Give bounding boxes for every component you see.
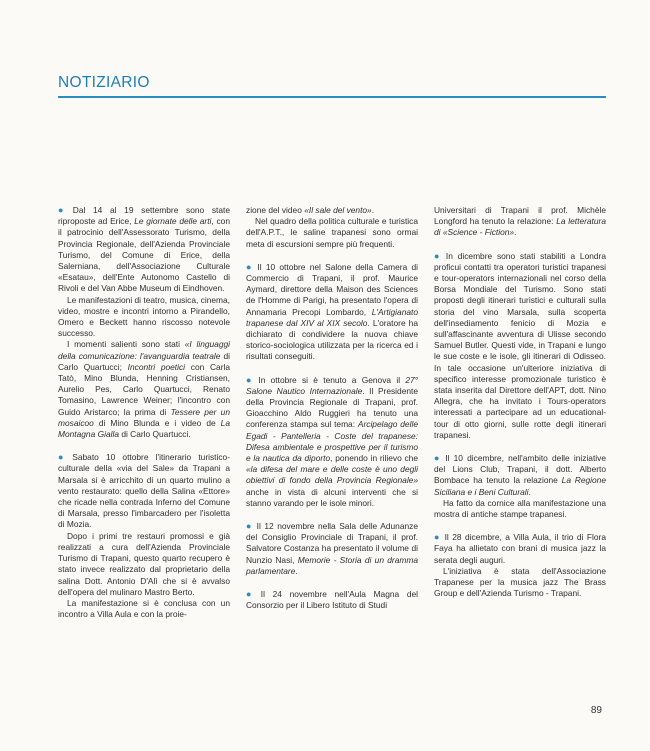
news-item-24-novembre — [246, 589, 418, 611]
text-run: . — [514, 227, 517, 238]
paragraph — [58, 295, 230, 340]
page-title: NOTIZIARIO — [58, 74, 150, 91]
text-run: Il 12 novembre nella Sala delle Adunanze del Consiglio Provinciale di Trapani, il prof. Salvatore Costanza ha presentato il volume di Nunzio Nasi, — [246, 521, 419, 565]
bullet-dot-icon: ● — [434, 250, 442, 261]
text-run: Nel quadro della politica culturale e turistica dell'A.P.T., le saline trapanesi sono ormai meta di escursioni sempre più frequenti. — [246, 216, 418, 249]
bullet-dot-icon: ● — [246, 261, 254, 272]
italic-text: 27° Salone Nautico Internazionale — [246, 374, 418, 396]
news-item-londra — [434, 251, 606, 441]
text-run: In ottobre si è tenuto a Genova il — [258, 374, 406, 385]
news-item-villa-aula — [434, 532, 606, 566]
text-run: Il 10 ottobre nel Salone della Camera di Commercio di Trapani, il prof. Maurice Aymard, direttore della Maison des Sciences de l'Homme di Parigi, ha presentato l'opera di Annamaria Precopi Lombardo, — [246, 261, 419, 317]
bullet-dot-icon: ● — [246, 589, 257, 600]
text-run: Universitari di Trapani il prof. Michèle Longford ha tenuto la relazione: — [434, 205, 606, 227]
italic-text: Le giornate delle arti — [134, 216, 212, 227]
text-run: Le manifestazioni di teatro, musica, cinema, video, mostre e incontri intorno a Pirandello, Omero e Beckett hanno riscosso notevole successo. — [58, 294, 230, 339]
text-run: Il 24 novembre nell'Aula Magna del Consorzio per il Libero Istituto di Studi — [246, 589, 419, 611]
title-divider — [58, 96, 606, 98]
bullet-dot-icon: ● — [246, 374, 255, 385]
bullet-dot-icon: ● — [246, 521, 253, 532]
bullet-dot-icon: ● — [58, 452, 69, 463]
text-run: Sabato 10 ottobre l'itinerario turistico-culturale della «via del Sale» da Trapani a Marsala si è arricchito di un quarto mulino a vento restaurato: quello della Salina «Ettore» che ricade nella contrada Inferno del Comune di Marsala, presso l'imbarcadero per l'isoletta di Mozia. — [58, 452, 231, 530]
article-columns — [58, 205, 606, 705]
text-run: anche in vista di alcuni interventi che si stanno varando per le isole minori. — [246, 486, 418, 508]
paragraph — [246, 205, 418, 216]
text-run: con Carla Tatò, Mino Blunda, Henning Cristiansen, Aurelio Pes, Carlo Quartucci, Renato Tomasino, Lawrence Weiner; l'incontro con Guido Aristarco; la prima di — [58, 361, 231, 417]
text-run: , ponendo in rilievo che — [330, 453, 418, 464]
italic-text: Arcipelago delle Egadi - Pantelleria - Coste del trapanese: Difesa ambientale e prospettive per il turismo e la nautica da diporto — [246, 419, 418, 464]
news-item-12-novembre — [246, 521, 418, 577]
italic-text: La Regione Siciliana e i Beni Culturali — [434, 475, 607, 497]
italic-text: «la difesa del mare e delle coste è uno degli obiettivi di fondo della Provincia Regionale» — [246, 464, 418, 486]
paragraph — [434, 566, 606, 600]
column-3 — [434, 205, 606, 705]
italic-text: L'Artigianato trapanese dal XIV al XIX secolo — [246, 306, 418, 328]
news-item-erice — [58, 205, 230, 295]
text-run: . — [528, 486, 531, 497]
paragraph — [58, 339, 230, 440]
column-2 — [246, 205, 418, 705]
news-item-camera-commercio — [246, 262, 418, 363]
italic-text: La letteratura di «Science - Fiction» — [434, 216, 606, 238]
text-run: . Il Presidente della Provincia Regionale di Trapani, prof. Gioacchino Aldo Ruggieri ha tenuto una conferenza stampa sul tema: — [246, 385, 418, 430]
column-1 — [58, 205, 230, 705]
paragraph — [58, 531, 230, 598]
text-run: . — [371, 205, 375, 215]
italic-text: Tessere per un mosaicoo — [58, 406, 230, 428]
text-run: zione del video — [246, 205, 305, 215]
page-number: 89 — [590, 705, 602, 716]
text-run: di Carlo Quartucci; — [58, 350, 230, 372]
text-run: L'iniziativa è stata dell'Associazione Trapanese per la musica jazz The Brass Group e dell'Azienda Turismo - Trapani. — [434, 565, 606, 599]
text-run: In dicembre sono stati stabiliti a Londra proficui contatti tra operatori turistici trapanesi e tour-operators internazionali nel corso della Borsa Mondiale del Turismo. Sono stati proposti degli itinerari turistici e culturali sulla storia del vino Marsala, sulla scoperta dell'insediamento fenicio di Mozia e sull'affascinante avventura di Ulisse secondo Samuel Butler. Questi vide, in Trapani e lungo le sue coste e le isole, gli itinerari di Odisseo. In tale occasione un'ulteriore iniziativa di specifico interesse promozionale turistico è stata inserita dal Direttore dell'APT, dott. Nino Allegra, che ha invitato i Tours-operators interessati a partecipare ad un educational-tour di otto giorni, sulle rotte degli itinerari trapanesi. — [434, 250, 607, 440]
paragraph — [434, 498, 606, 520]
text-run: Dal 14 al 19 settembre sono state riproposte ad Erice, — [58, 205, 231, 227]
news-item-salone-nautico — [246, 375, 418, 509]
text-run: di Carlo Quartucci. — [119, 429, 191, 440]
news-item-via-del-sale — [58, 452, 230, 530]
text-run: di Mino Blunda e i video de — [93, 417, 221, 428]
text-run: Il 28 dicembre, a Villa Aula, il trio di Flora Faya ha allietato con brani di musica jazz la serata degli auguri. — [434, 532, 607, 565]
text-run: . — [295, 565, 298, 576]
italic-text: «Il sale del vento» — [304, 205, 372, 215]
italic-text: Incontri poetici — [127, 361, 186, 372]
paragraph — [58, 598, 230, 620]
paragraph — [246, 216, 418, 250]
italic-text: «I linguaggi della comunicazione: l'avanguardia teatrale — [58, 339, 231, 361]
text-run: La manifestazione si è conclusa con un incontro a Villa Aula e con la proie- — [58, 597, 230, 620]
bullet-dot-icon: ● — [434, 453, 442, 464]
italic-text: La Montagna Gialla — [58, 417, 230, 440]
text-run: . L'oratore ha dichiarato di condividere la nuova chiave storico-sociologica utilizzata per la ricerca ed i risultati conseguiti. — [246, 317, 418, 362]
news-item-lions-club — [434, 453, 606, 498]
text-run: I momenti salienti sono stati — [67, 339, 185, 350]
text-run: , con il patrocinio dell'Assessorato Turismo, della Provincia Regionale, dell'Azienda Provinciale Turismo, del Comune di Erice, della Salerniana, dell'Associazione Culturale «Esatau», dell'Ente Autonomo Castello di Rivoli e del Van Abbe Museum di Eindhoven. — [58, 216, 230, 294]
bullet-dot-icon: ● — [434, 532, 441, 543]
text-run: Dopo i primi tre restauri promossi e già realizzati a cura dell'Azienda Provinciale Turismo di Trapani, questo quarto recupero è stato invece realizzato dal proprietario della salina Dott. Antonio D'Alì che si è avvalso dell'opera del mulinaro Mastro Berto. — [58, 530, 230, 597]
text-run: Il 10 dicembre, nell'ambito delle iniziative del Lions Club, Trapani, il dott. Alberto Bombace ha tenuto la relazione — [434, 453, 606, 486]
paragraph — [434, 205, 606, 239]
text-run: Ha fatto da cornice alla manifestazione una mostra di antiche stampe trapanesi. — [434, 497, 606, 520]
bullet-dot-icon: ● — [58, 205, 69, 215]
italic-text: Memorie - Storia di un dramma parlamentare — [246, 554, 418, 576]
